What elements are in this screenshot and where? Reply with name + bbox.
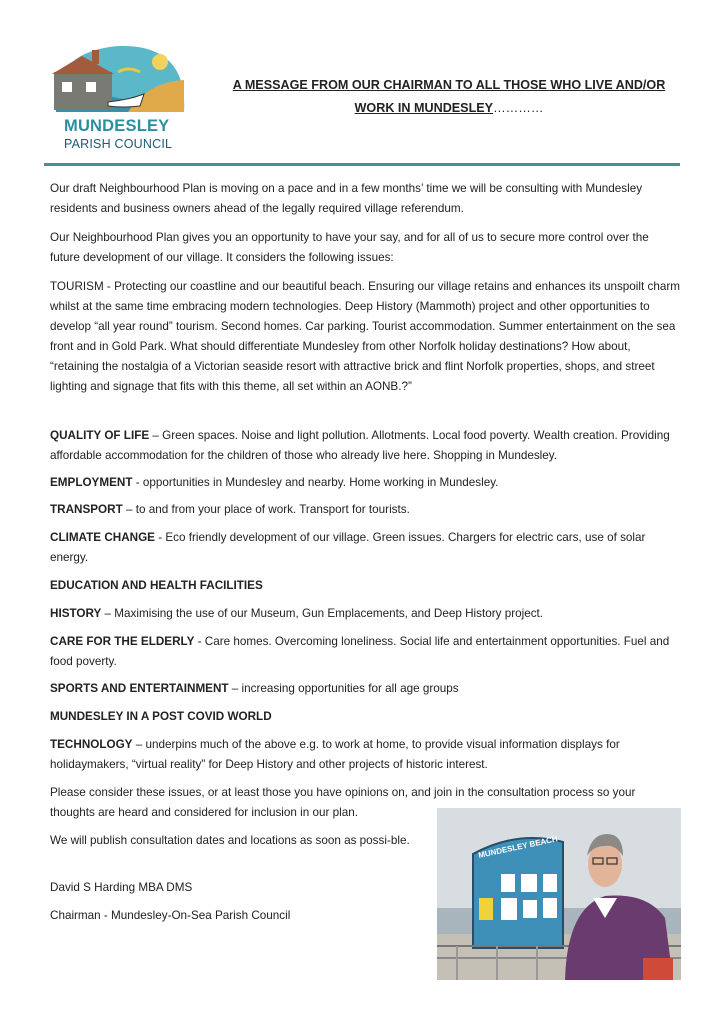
heading-line-2-wrap (228, 97, 670, 120)
issue-text: – to and from your place of work. Transport for tourists. (122, 503, 410, 516)
issue-technology (50, 735, 680, 775)
issue-post-covid (50, 707, 680, 727)
heading-line-2: WORK IN MUNDESLEY (354, 101, 494, 115)
header-divider (44, 163, 680, 166)
issue-education-health (50, 576, 680, 596)
issue-label: TRANSPORT (50, 503, 123, 516)
chairman-photo-illustration (437, 808, 681, 980)
issue-label: MUNDESLEY IN A POST COVID WORLD (50, 710, 272, 723)
logo-subtitle: PARISH COUNCIL (64, 137, 173, 151)
issue-text: - opportunities in Mundesley and nearby. Home working in Mundesley. (132, 476, 499, 489)
intro-paragraph-2: Our Neighbourhood Plan gives you an opportunity to have your say, and for all of us to secure more control over the future development of our village. It considers the following issues: (50, 231, 649, 264)
issue-employment (50, 473, 680, 493)
parish-council-logo (44, 42, 194, 162)
issue-text: – Green spaces. Noise and light pollution. Allotments. Local food poverty. Wealth creation. Providing affordable accommodation for the children of those who already live here. Shopping in Mundesley. (50, 429, 670, 462)
beach-sign-label: MUNDESLEY BEACH (477, 834, 559, 860)
heading-line-1: A MESSAGE FROM OUR CHAIRMAN TO ALL THOSE WHO LIVE AND/OR (232, 78, 666, 92)
chairman-photo (437, 808, 681, 980)
issue-sports-entertainment (50, 679, 680, 699)
issue-text: – Maximising the use of our Museum, Gun Emplacements, and Deep History project. (101, 607, 544, 620)
signature-role: Chairman - Mundesley-On-Sea Parish Council (50, 909, 291, 922)
issue-label: QUALITY OF LIFE (50, 429, 150, 442)
issue-text: - Care homes. Overcoming loneliness. Social life and entertainment opportunities. Fuel and food poverty. (50, 635, 670, 668)
heading-dots: ………… (493, 101, 544, 115)
issue-text: – underpins much of the above e.g. to work at home, to provide visual information displays for holidaymakers, “virtual reality” for Deep History and other projects of historic interest. (50, 738, 620, 771)
issue-label: CARE FOR THE ELDERLY (50, 635, 195, 648)
issue-quality-of-life (50, 426, 680, 466)
issue-care-for-elderly (50, 632, 680, 672)
issue-text: – increasing opportunities for all age groups (228, 682, 459, 695)
issue-label: CLIMATE CHANGE (50, 531, 155, 544)
issue-history (50, 604, 680, 624)
tourism-paragraph: TOURISM - Protecting our coastline and our beautiful beach. Ensuring our village retains and enhances its unspoilt charm whilst at the same time embracing modern technologies. Deep History (Mammoth) project and other opportunities to develop “all year round” tourism. Second homes. Car parking. Tourist accommodation. Summer entertainment on the sea front and in Gold Park. What should differentiate Mundesley from other Norfolk holiday destinations? How about, “retaining the nostalgia of a Victorian seaside resort with attractive brick and flint Norfolk properties, shops, and street lighting and signage that fits with this theme, all set within an AONB.?” (50, 280, 680, 393)
issue-climate-change (50, 528, 680, 568)
closing-paragraph-2: We will publish consultation dates and locations as soon as possi-ble. (50, 834, 410, 847)
issue-text: - Eco friendly development of our village. Green issues. Chargers for electric cars, use of solar energy. (50, 531, 646, 564)
issue-label: TECHNOLOGY (50, 738, 133, 751)
issue-label: EMPLOYMENT (50, 476, 133, 489)
issue-label: EDUCATION AND HEALTH FACILITIES (50, 579, 263, 592)
issue-label: HISTORY (50, 607, 102, 620)
signature-name: David S Harding MBA DMS (50, 881, 193, 894)
page-heading (228, 74, 670, 120)
logo-title: MUNDESLEY (64, 117, 170, 135)
intro-paragraph-1: Our draft Neighbourhood Plan is moving on a pace and in a few months’ time we will be consulting with Mundesley residents and business owners ahead of the legally required village referendum. (50, 182, 643, 215)
issue-label: SPORTS AND ENTERTAINMENT (50, 682, 229, 695)
issue-transport (50, 500, 680, 520)
village-scene-logo-art (48, 42, 190, 114)
closing-paragraph-1: Please consider these issues, or at least those you have opinions on, and join in the consultation process so your thoughts are heard and considered for inclusion in our plan. (50, 786, 636, 819)
